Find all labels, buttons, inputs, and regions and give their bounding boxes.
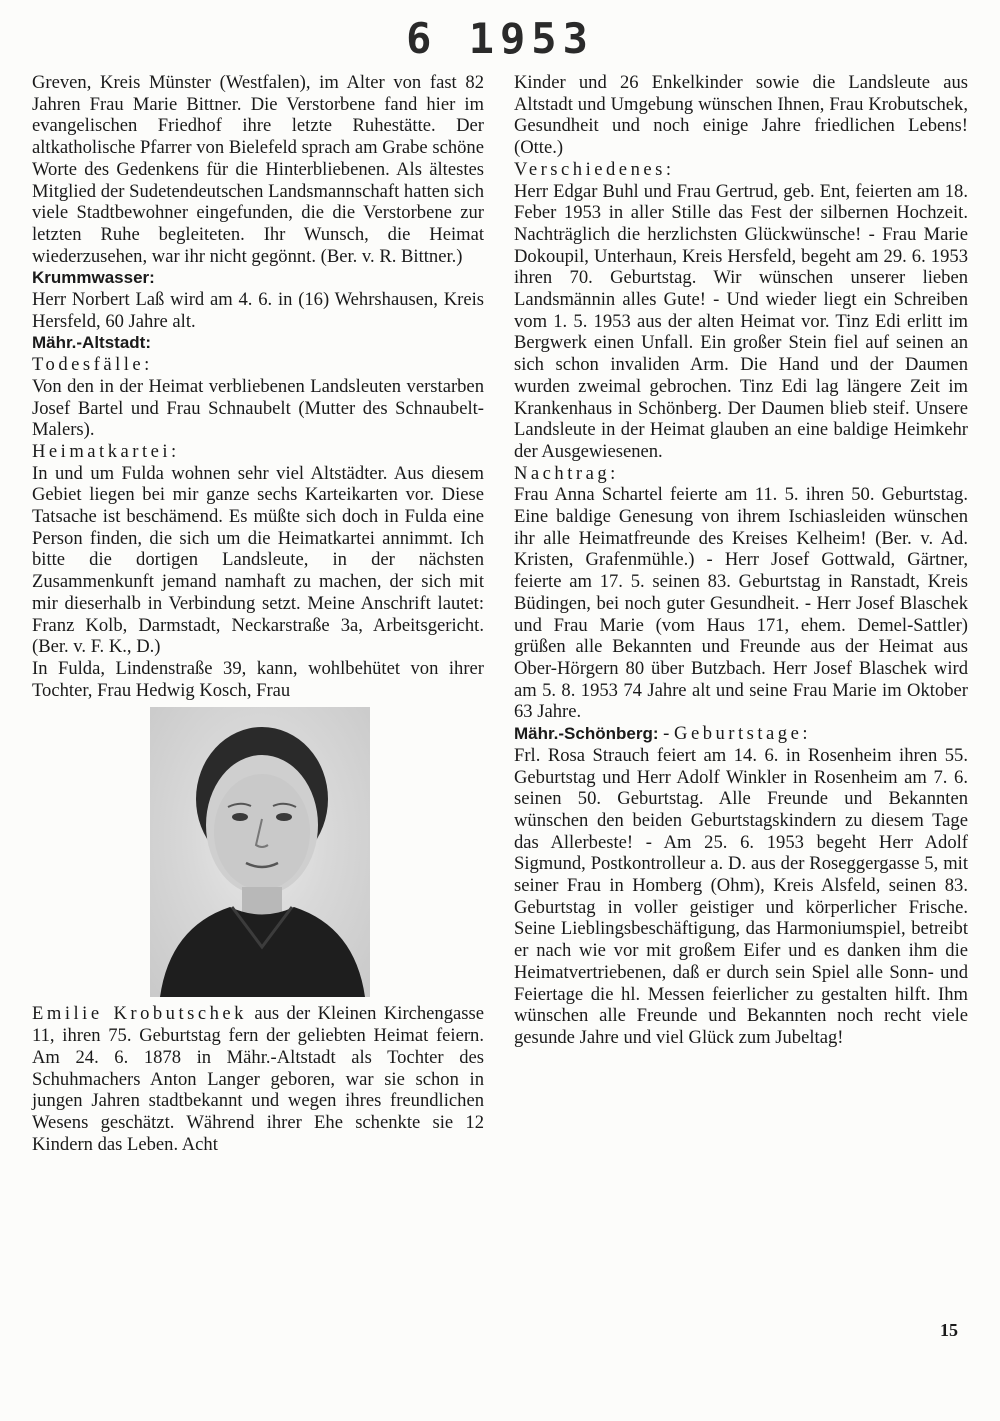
article-krobutschek-birthday	[32, 1003, 484, 1155]
subheading-nachtrag: Nachtrag:	[514, 462, 619, 484]
name-krobutschek: Emilie Krobutschek	[32, 1003, 247, 1025]
place-heading-krummwasser: Krummwasser:	[32, 268, 155, 288]
subheading-verschiedenes: Verschiedenes:	[514, 158, 675, 180]
page-number: 15	[940, 1320, 958, 1340]
heading-dash: -	[658, 723, 675, 745]
article-nachtrag: Frau Anna Schartel feierte am 11. 5. ihren 50. Geburtstag. Eine baldige Genesung von ihrem Ischiasleiden wünschen ihr alle Heimatfreunde des Kreises Kelheim! (Ber. v. Ad. Kristen, Grafenmühle.) - Herr Josef Gottwald, Gärtner, feierte am 17. 5. seinen 83. Geburtstag in Ranstadt, Kreis Büdingen, bei noch guter Gesundheit. - Herr Josef Blaschek und Frau Marie (vom Haus 171, ehem. Demel-Sattler) grüßen alle Bekannten und Freunde aus der Heimat aus Ober-Hörgern 80 über Butzbach. Herr Josef Blaschek wird am 5. 8. 1953 74 Jahre alt und seine Frau Marie im Oktober 63 Jahre.	[514, 484, 968, 723]
subheading-geburtstage: Geburtstage:	[674, 723, 812, 745]
subheading-todesfaelle: Todesfälle:	[32, 354, 153, 376]
article-bittner-obituary: Greven, Kreis Münster (Westfalen), im Alter von fast 82 Jahren Frau Marie Bittner. Die Verstorbene fand hier im evangelischen Friedhof ihre letzte Ruhestätte. Der altkatholische Pfarrer von Bielefeld sprach am Grabe schöne Worte des Gedenkens für die Hinterbliebenen. Als ältestes Mitglied der Sudetendeutschen Landsmannschaft hatten sich viele Stadtbewohner eingefunden, die die Verstorbene zur letzten Ruhe begleiteten. Ihr Wunsch, die Heimat wiederzusehen, war ihr nicht gegönnt. (Ber. v. R. Bittner.)	[32, 72, 484, 267]
article-krobutschek-continued: Kinder und 26 Enkelkinder sowie die Landsleute aus Altstadt und Umgebung wünschen Ihnen, Frau Krobutschek, Gesundheit und noch einige Jahre friedlichen Lebens! (Otte.)	[514, 72, 968, 159]
place-heading-altstadt: Mähr.-Altstadt:	[32, 333, 151, 353]
article-todesfaelle: Von den in der Heimat verbliebenen Landsleuten verstarben Josef Bartel und Frau Schnaubelt (Mutter des Schnaubelt-Malers).	[32, 375, 484, 441]
article-krobutschek-intro: In Fulda, Lindenstraße 39, kann, wohlbehütet von ihrer Tochter, Frau Hedwig Kosch, Frau	[32, 657, 484, 701]
left-column	[32, 72, 484, 1155]
portrait-photo	[150, 707, 370, 997]
right-column	[514, 72, 968, 1049]
article-verschiedenes: Herr Edgar Buhl und Frau Gertrud, geb. Ent, feierten am 18. Feber 1953 in aller Stille das Fest der silbernen Hochzeit. Nachträglich die herzlichsten Glückwünsche! - Frau Marie Dokoupil, Unterhaun, Kreis Hersfeld, begeht am 29. 6. 1953 ihren 70. Geburtstag. Wir wünschen unserer lieben Landsmännin alles Gute! - Und wieder liegt ein Schreiben vom 1. 5. 1953 aus der alten Heimat vor. Tinz Edi erlitt im Bergwerk einen Unfall. Ein großer Stein fiel auf seinen an sich schon invaliden Arm. Die Hand und der Daumen wurden zweimal gebrochen. Tinz Edi lag längere Zeit im Krankenhaus in Schönberg. Der Daumen blieb steif. Unsere Landsleute in der Heimat glauben an eine baldige Heimkehr der Ausgewiesenen.	[514, 180, 968, 462]
subheading-heimatkartei: Heimatkartei:	[32, 440, 180, 462]
portrait-illustration	[150, 707, 370, 997]
article-heimatkartei: In und um Fulda wohnen sehr viel Altstädter. Aus diesem Gebiet liegen bei mir ganze sechs Karteikarten vor. Diese Tatsache ist beschämend. Es müßte sich doch in Fulda eine Person finden, die sich um die Heimatkartei annimmt. Ich bitte die dortigen Landsleute, in der nächsten Zusammenkunft jemand namhaft zu machen, der sich mit mir dieserhalb in Verbindung setzt. Meine Anschrift lautet: Franz Kolb, Darmstadt, Neckarstraße 3a, Arbeitsgericht. (Ber. v. F. K., D.)	[32, 462, 484, 658]
article-krobutschek-text: aus der Kleinen Kirchengasse 11, ihren 75. Geburtstag fern der geliebten Heimat feiern. Am 24. 6. 1878 in Mähr.-Altstadt als Tochter des Schuhmachers Anton Langer geboren, war sie schon in jungen Jahren stadtbekannt und wegen ihres freundlichen Wesens geschätzt. Während ihrer Ehe schenkte sie 12 Kindern das Leben. Acht	[32, 1003, 485, 1155]
issue-date-header: 6 1953	[406, 14, 594, 63]
schoenberg-heading-line	[514, 723, 968, 745]
article-lass-birthday: Herr Norbert Laß wird am 4. 6. in (16) Wehrshausen, Kreis Hersfeld, 60 Jahre alt.	[32, 289, 484, 332]
article-geburtstage: Frl. Rosa Strauch feiert am 14. 6. in Rosenheim ihren 55. Geburtstag und Herr Adolf Winkler in Rosenheim am 7. 6. seinen 50. Geburtstag. Alle Freunde und Bekannten wünschen den beiden Geburtstagskindern zu diesem Tage das Allerbeste! - Am 25. 6. 1953 begeht Herr Adolf Sigmund, Postkontrolleur a. D. aus der Roseggergasse 5, mit seiner Frau in Homberg (Ohm), Kreis Alsfeld, seinen 83. Geburtstag in voller geistiger und körperlicher Frische. Seine Lieblingsbeschäftigung, das Harmoniumspiel, betreibt er nach wie vor mit großem Eifer und es danken ihm die Heimatvertriebenen, daß er durch sein Spiel alle Sonn- und Feiertage die hl. Messen feierlicher zu gestalten hilft. Ihm wünschen alle Freunde und Bekannten noch recht viele gesunde Jahre und viel Glück zum Jubeltag!	[514, 744, 968, 1048]
place-heading-schoenberg: Mähr.-Schönberg:	[514, 724, 659, 744]
